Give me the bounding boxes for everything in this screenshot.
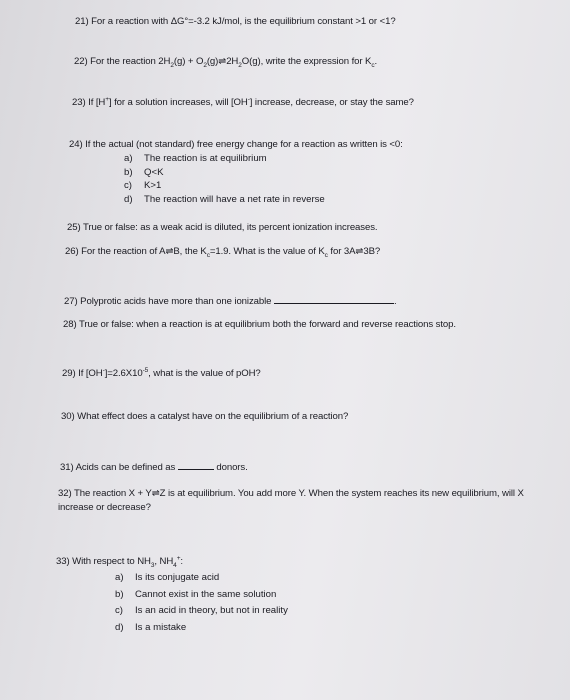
answer-blank[interactable] xyxy=(274,294,394,304)
question-text: ] increase, decrease, or stay the same? xyxy=(249,97,414,108)
question-text: With respect to NH xyxy=(72,556,151,567)
question-text: If the actual (not standard) free energy change for a reaction as written is <0: xyxy=(85,139,403,150)
question-26 xyxy=(65,246,380,258)
question-number: 26) xyxy=(65,246,79,257)
question-32 xyxy=(58,487,540,515)
question-text: . xyxy=(374,56,378,67)
question-24 xyxy=(69,139,403,151)
superscript: + xyxy=(176,554,181,562)
question-number: 31) xyxy=(60,462,74,473)
subscript: 2 xyxy=(170,61,174,69)
question-number: 21) xyxy=(75,16,89,27)
question-number: 22) xyxy=(74,56,88,67)
option-b xyxy=(124,166,325,180)
question-text: If [OH xyxy=(78,368,103,379)
question-number: 32) xyxy=(58,488,72,499)
option-text: The reaction is at equilibrium xyxy=(144,153,267,164)
subscript: c xyxy=(206,251,210,259)
question-text: For the reaction of A⇌B, the K xyxy=(81,246,207,257)
option-text: Cannot exist in the same solution xyxy=(135,588,277,600)
superscript: -5 xyxy=(142,366,149,374)
question-number: 33) xyxy=(56,556,70,567)
question-number: 27) xyxy=(64,296,78,307)
question-22 xyxy=(74,56,377,68)
question-text: , what is the value of pOH? xyxy=(148,368,261,379)
question-27 xyxy=(64,294,397,308)
option-letter: a) xyxy=(124,153,133,164)
option-letter: d) xyxy=(115,621,124,633)
superscript: - xyxy=(102,366,105,374)
subscript: 4 xyxy=(173,561,177,569)
question-25 xyxy=(67,222,377,234)
question-text: True or false: as a weak acid is diluted, its percent ionization increases. xyxy=(82,222,378,233)
option-text: The reaction will have a net rate in reverse xyxy=(144,193,325,205)
option-letter: a) xyxy=(115,572,124,583)
question-number: 28) xyxy=(63,319,77,330)
question-number: 23) xyxy=(72,97,86,108)
question-33-options xyxy=(115,570,288,636)
option-d xyxy=(115,620,288,637)
subscript: 2 xyxy=(203,61,207,69)
option-text: Q<K xyxy=(144,166,164,178)
question-30 xyxy=(61,411,348,423)
option-d xyxy=(124,193,325,207)
question-number: 30) xyxy=(61,411,75,422)
question-text: What effect does a catalyst have on the equilibrium of a reaction? xyxy=(77,411,349,422)
option-text: Is its conjugate acid xyxy=(135,572,220,583)
option-letter: c) xyxy=(115,605,123,616)
option-a xyxy=(124,152,325,166)
question-number: 25) xyxy=(67,222,81,233)
option-a xyxy=(115,570,288,587)
option-letter: d) xyxy=(124,193,133,205)
question-number: 24) xyxy=(69,139,83,150)
subscript: 2 xyxy=(238,61,242,69)
question-text: (g)⇌2H xyxy=(206,56,239,67)
question-24-options xyxy=(124,152,325,206)
option-text: Is an acid in theory, but not in reality xyxy=(135,605,288,616)
question-text: , NH xyxy=(154,556,174,567)
question-text: For a reaction with ΔG°=-3.2 kJ/mol, is the equilibrium constant >1 or <1? xyxy=(91,16,396,27)
option-text: Is a mistake xyxy=(135,621,187,633)
question-text: : xyxy=(180,556,183,567)
question-text: donors. xyxy=(216,462,248,473)
option-text: K>1 xyxy=(144,180,162,191)
superscript: + xyxy=(105,95,109,103)
question-33 xyxy=(56,556,183,568)
subscript: c xyxy=(324,251,328,259)
question-text: For the reaction 2H xyxy=(90,56,171,67)
question-text: (g) + O xyxy=(173,56,204,67)
option-letter: b) xyxy=(115,588,124,600)
question-text: Polyprotic acids have more than one ionizable xyxy=(80,296,272,307)
question-text: O(g), write the expression for K xyxy=(241,56,372,67)
question-29 xyxy=(62,368,261,380)
question-text: for 3A⇌3B? xyxy=(327,246,381,257)
superscript: - xyxy=(247,95,250,103)
answer-blank[interactable] xyxy=(178,460,214,470)
question-23 xyxy=(72,97,414,109)
question-text: If [H xyxy=(88,97,106,108)
question-text: ] for a solution increases, will [OH xyxy=(108,97,248,108)
question-text: . xyxy=(393,296,397,307)
question-number: 29) xyxy=(62,368,76,379)
subscript: 3 xyxy=(150,561,155,569)
question-text: The reaction X + Y⇌Z is at equilibrium. You add more Y. When the system reaches its new equilibrium, will X increase or decrease? xyxy=(58,488,524,513)
subscript: c xyxy=(371,61,375,69)
question-text: =1.9. What is the value of K xyxy=(209,246,325,257)
question-text: Acids can be defined as xyxy=(75,462,176,473)
question-31 xyxy=(60,460,248,474)
question-text: True or false: when a reaction is at equilibrium both the forward and reverse reactions stop. xyxy=(78,319,456,330)
option-letter: c) xyxy=(124,180,132,191)
option-b xyxy=(115,587,288,604)
option-letter: b) xyxy=(124,166,133,178)
question-text: ]=2.6X10 xyxy=(104,368,143,379)
option-c xyxy=(115,603,288,620)
question-28 xyxy=(63,319,456,331)
question-21 xyxy=(75,16,396,28)
option-c xyxy=(124,179,325,193)
